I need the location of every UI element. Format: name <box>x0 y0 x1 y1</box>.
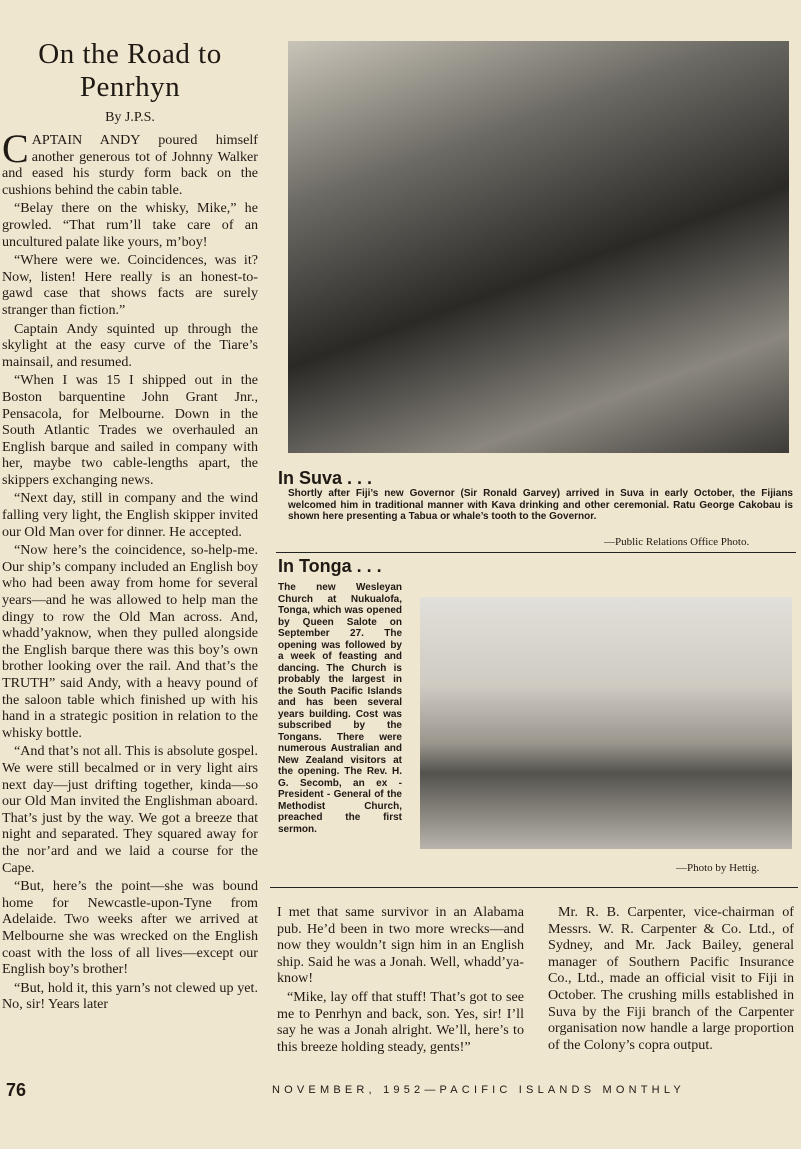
article-column <box>2 38 258 1015</box>
paragraph: Captain Andy squinted up through the skylight at the easy curve of the Tiare’s mainsail, and resumed. <box>2 320 258 370</box>
paragraph: “Now here’s the coincidence, so-help-me. Our ship’s company included an English boy who had been away from home for several years—and he was allowed to help man the dingy to row the Old Man across. And, whadd’yaknow, when they pulled alongside the English barque there was this boy’s own brother looking over the rail. And that’s the TRUTH” said Andy, with a heavy pound of the saloon table which finished up with his hand in a strategic position in relation to the whisky bottle. <box>2 542 258 741</box>
suva-ceremony-photo <box>288 41 789 453</box>
carpenter-news-item <box>548 904 794 1055</box>
suva-photo-credit: —Public Relations Office Photo. <box>604 536 750 548</box>
paragraph: “When I was 15 I shipped out in the Boston barquentine John Grant Jnr., Pensacola, for Melbourne. Down in the South Atlantic Trades we overhauled an English barque and sailed in company with her, maybe two cable-lengths apart, the skippers exchanging news. <box>2 372 258 488</box>
page-footer <box>0 1080 801 1102</box>
drop-cap: C <box>2 126 29 171</box>
tonga-photo-credit: —Photo by Hettig. <box>676 862 760 874</box>
first-paragraph <box>2 126 258 198</box>
section-divider <box>276 552 796 553</box>
publication-line: NOVEMBER, 1952—PACIFIC ISLANDS MONTHLY <box>272 1084 685 1096</box>
paragraph: “Next day, still in company and the wind falling very light, the English skipper invited our Old Man over for dinner. He accepted. <box>2 490 258 540</box>
tonga-church-photo <box>420 597 792 849</box>
paragraph: “Mike, lay off that stuff! That’s got to see me to Penrhyn and back, son. Yes, sir! I’ll say he was a Jonah alright. We’ll, here’s to this breeze holding steady, gents!” <box>277 988 524 1055</box>
article-body <box>2 126 258 1013</box>
section-divider <box>270 887 798 888</box>
article-title: On the Road to Penrhyn <box>38 38 222 103</box>
tonga-caption: The new Wesleyan Church at Nukualofa, Tonga, which was opened by Queen Salote on September 27. The opening was followed by a week of feasting and dancing. The Church is probably the largest in the South Pacific Islands and has been several years building. Cost was subscribed by the Tongans. There were numerous Australian and New Zealand visitors at the opening. The Rev. H. G. Secomb, an ex - President - General of the Methodist Church, preached the first sermon. <box>278 582 402 835</box>
paragraph: Mr. R. B. Carpenter, vice-chairman of Messrs. W. R. Carpenter & Co. Ltd., of Sydney, and Mr. Jack Bailey, general manager of Southern Pacific Insurance Co., Ltd., made an official visit to Fiji in October. The crushing mills established in Suva by the Fiji branch of the Carpenter organisation now handle a large proportion of the Colony’s copra output. <box>548 904 794 1053</box>
suva-caption: Shortly after Fiji’s new Governor (Sir Ronald Garvey) arrived in Suva in early October, the Fijians welcomed him in traditional manner with Kava drinking and other ceremonial. Ratu George Cakobau is shown here presenting a Tabua or whale’s tooth to the Governor. <box>288 488 793 522</box>
first-paragraph-text: APTAIN ANDY poured himself another generous tot of Johnny Walker and eased his sturdy form back on the cushions behind the cabin table. <box>2 132 258 198</box>
paragraph: “And that’s not all. This is absolute gospel. We were still becalmed or in very light airs next day—just drifting together, kinda—so our Old Man invited the Englishman aboard. That’s just by the way. We got a breeze that night and separated. They squared away for the nor’ard and we laid a course for the Cape. <box>2 743 258 876</box>
paragraph: “Belay there on the whisky, Mike,” he growled. “That rum’ll take care of an uncultured palate like yours, m’boy! <box>2 200 258 250</box>
page-number: 76 <box>6 1080 27 1100</box>
byline: By J.P.S. <box>105 110 155 125</box>
paragraph: “But, hold it, this yarn’s not clewed up yet. No, sir! Years later <box>2 979 258 1013</box>
tonga-heading: In Tonga . . . <box>278 556 382 576</box>
paragraph: “Where were we. Coincidences, was it? Now, listen! Here really is an honest-to-gawd case that shows facts are surely stranger than fiction.” <box>2 252 258 318</box>
article-continuation <box>277 904 524 1057</box>
paragraph: “But, here’s the point—she was bound home for Newcastle-upon-Tyne from Adelaide. Two weeks after we arrived at Melbourne she was wrecked on the English coast with the loss of all lives—except our English boy’s brother! <box>2 878 258 978</box>
paragraph: I met that same survivor in an Alabama pub. He’d been in two more wrecks—and now they wouldn’t sign him in an English ship. Said he was a Jonah. Well, whadd’ya-know! <box>277 904 524 987</box>
suva-heading: In Suva . . . <box>278 468 373 488</box>
